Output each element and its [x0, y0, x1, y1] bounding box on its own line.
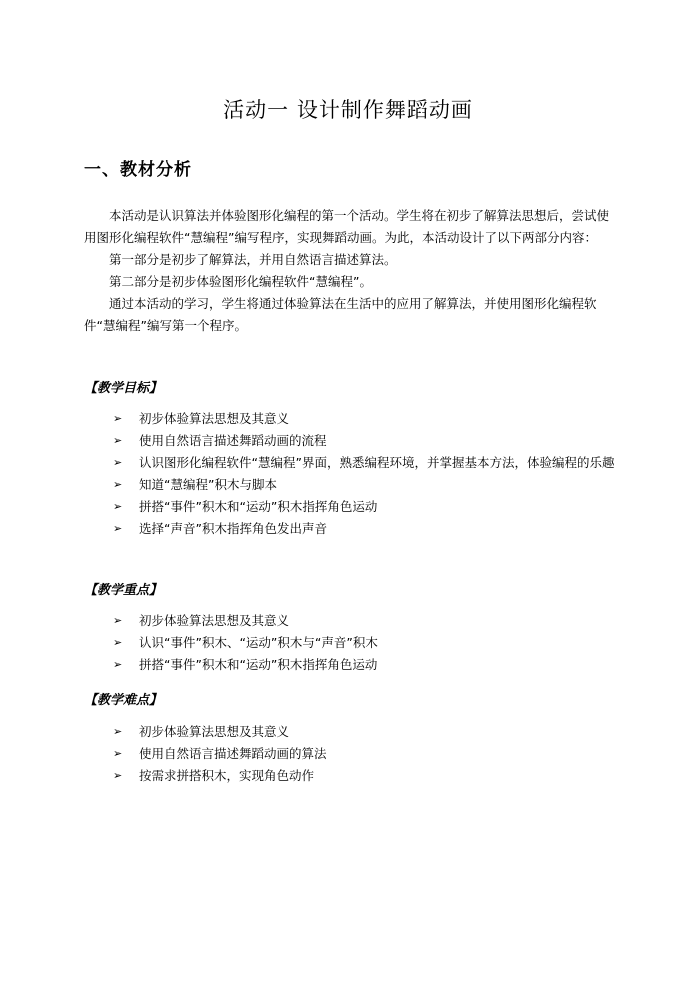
key-points-heading: 【教学重点】: [84, 583, 163, 598]
list-item-text: 认识“事件”积木、“运动”积木与“声音”积木: [139, 635, 378, 650]
list-item-text: 拼搭“事件”积木和“运动”积木指挥角色运动: [139, 657, 378, 672]
list-item: [84, 430, 624, 452]
intro-paragraph: 本活动是认识算法并体验图形化编程的第一个活动。学生将在初步了解算法思想后，尝试使用图形化编程软件“慧编程”编写程序，实现舞蹈动画。为此，本活动设计了以下两部分内容：: [84, 208, 610, 245]
arrowhead-bullet-icon: ➢: [113, 434, 123, 447]
intro-paragraph: 通过本活动的学习，学生将通过体验算法在生活中的应用了解算法，并使用图形化编程软件“慧编程”编写第一个程序。: [84, 296, 597, 333]
list-item: [84, 496, 624, 518]
arrowhead-bullet-icon: ➢: [113, 658, 123, 671]
difficulties-heading: 【教学难点】: [84, 693, 163, 708]
arrowhead-bullet-icon: ➢: [113, 769, 123, 782]
arrowhead-bullet-icon: ➢: [113, 614, 123, 627]
arrowhead-bullet-icon: ➢: [113, 747, 123, 760]
list-item-text: 认识图形化编程软件“慧编程”界面，熟悉编程环境，并掌握基本方法，体验编程的乐趣: [139, 455, 615, 470]
list-item: [84, 474, 624, 496]
list-item-text: 拼搭“事件”积木和“运动”积木指挥角色运动: [139, 499, 378, 514]
list-item: [84, 452, 624, 474]
list-item: [84, 721, 624, 743]
document-title: 活动一 设计制作舞蹈动画: [223, 98, 473, 122]
goals-heading: 【教学目标】: [84, 381, 163, 396]
list-item-text: 按需求拼搭积木，实现角色动作: [139, 768, 315, 783]
arrowhead-bullet-icon: ➢: [113, 522, 123, 535]
list-item-text: 初步体验算法思想及其意义: [139, 613, 290, 628]
arrowhead-bullet-icon: ➢: [113, 478, 123, 491]
list-item-text: 使用自然语言描述舞蹈动画的算法: [139, 746, 327, 761]
difficulties-list: [84, 721, 624, 787]
arrowhead-bullet-icon: ➢: [113, 500, 123, 513]
goals-list: [84, 408, 624, 540]
arrowhead-bullet-icon: ➢: [113, 456, 123, 469]
arrowhead-bullet-icon: ➢: [113, 636, 123, 649]
list-item-text: 选择“声音”积木指挥角色发出声音: [139, 521, 327, 536]
intro-text: [84, 205, 620, 337]
list-item: [84, 518, 624, 540]
list-item: [84, 743, 624, 765]
list-item-text: 使用自然语言描述舞蹈动画的流程: [139, 433, 327, 448]
list-item: [84, 610, 624, 632]
key-points-list: [84, 610, 624, 676]
list-item: [84, 765, 624, 787]
arrowhead-bullet-icon: ➢: [113, 725, 123, 738]
arrowhead-bullet-icon: ➢: [113, 412, 123, 425]
intro-paragraph: 第一部分是初步了解算法，并用自然语言描述算法。: [109, 252, 397, 267]
intro-paragraph: 第二部分是初步体验图形化编程软件“慧编程”。: [109, 274, 372, 289]
list-item: [84, 408, 624, 430]
list-item: [84, 632, 624, 654]
list-item-text: 初步体验算法思想及其意义: [139, 411, 290, 426]
section-heading: 一、教材分析: [84, 160, 192, 180]
list-item-text: 知道“慧编程”积木与脚本: [139, 477, 277, 492]
list-item: [84, 654, 624, 676]
list-item-text: 初步体验算法思想及其意义: [139, 724, 290, 739]
